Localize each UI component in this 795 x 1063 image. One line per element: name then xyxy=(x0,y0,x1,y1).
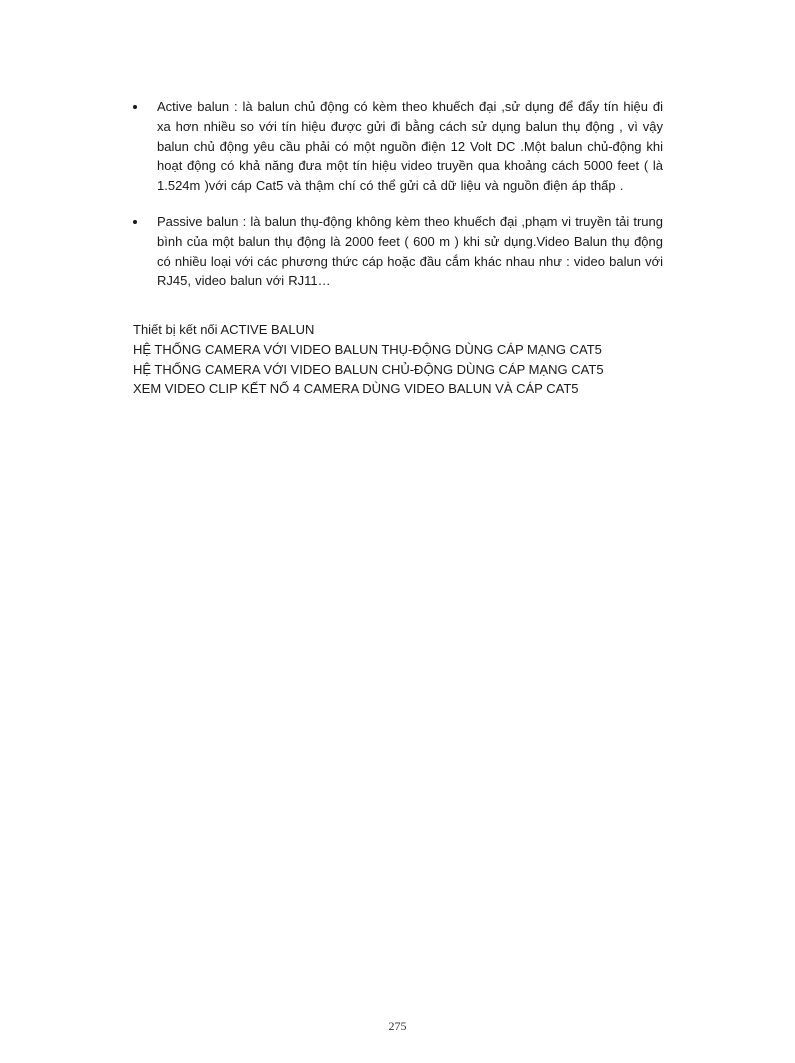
link-active-balun-device[interactable]: Thiết bị kết nối ACTIVE BALUN xyxy=(133,322,315,337)
related-links xyxy=(133,320,693,399)
bullet-text: Passive balun : là balun thụ-động không kèm theo khuếch đại ,phạm vi truyền tải trung bình của một balun thụ động là 2000 feet ( 600 m ) khi sử dụng.Video Balun thụ động có nhiều loại với các phương thức cáp hoặc đầu cắm khác nhau như : video balun với RJ45, video balun với RJ11… xyxy=(157,213,663,289)
bullet-list xyxy=(133,97,663,307)
link-active-balun-system[interactable]: HỆ THỐNG CAMERA VỚI VIDEO BALUN CHỦ-ĐỘNG DÙNG CÁP MẠNG CAT5 xyxy=(133,361,604,377)
page-number: 275 xyxy=(388,1019,407,1033)
bullet-item-passive-balun xyxy=(133,212,663,291)
link-passive-balun-system[interactable]: HỆ THỐNG CAMERA VỚI VIDEO BALUN THỤ-ĐỘNG DÙNG CÁP MẠNG CAT5 xyxy=(133,341,602,357)
bullet-text: Active balun : là balun chủ động có kèm theo khuếch đại ,sử dụng để đẩy tín hiệu đi xa hơn nhiều so với tín hiệu được gửi đi bằng cách sử dụng balun thụ động , vì vậy balun chủ động yêu cầu phải có một nguồn điện 12 Volt DC .Một balun chủ-động khi hoạt động có khả năng đưa một tín hiệu video truyền qua khoảng cách 5000 feet ( là 1.524m )với cáp Cat5 và thậm chí có thể gửi cả dữ liệu và nguồn điện áp thấp . xyxy=(157,99,663,194)
link-video-clip[interactable]: XEM VIDEO CLIP KẾT NỐ 4 CAMERA DÙNG VIDEO BALUN VÀ CÁP CAT5 xyxy=(133,381,579,397)
bullet-dot-icon xyxy=(133,220,137,224)
bullet-dot-icon xyxy=(133,105,137,109)
bullet-item-active-balun xyxy=(133,97,663,196)
